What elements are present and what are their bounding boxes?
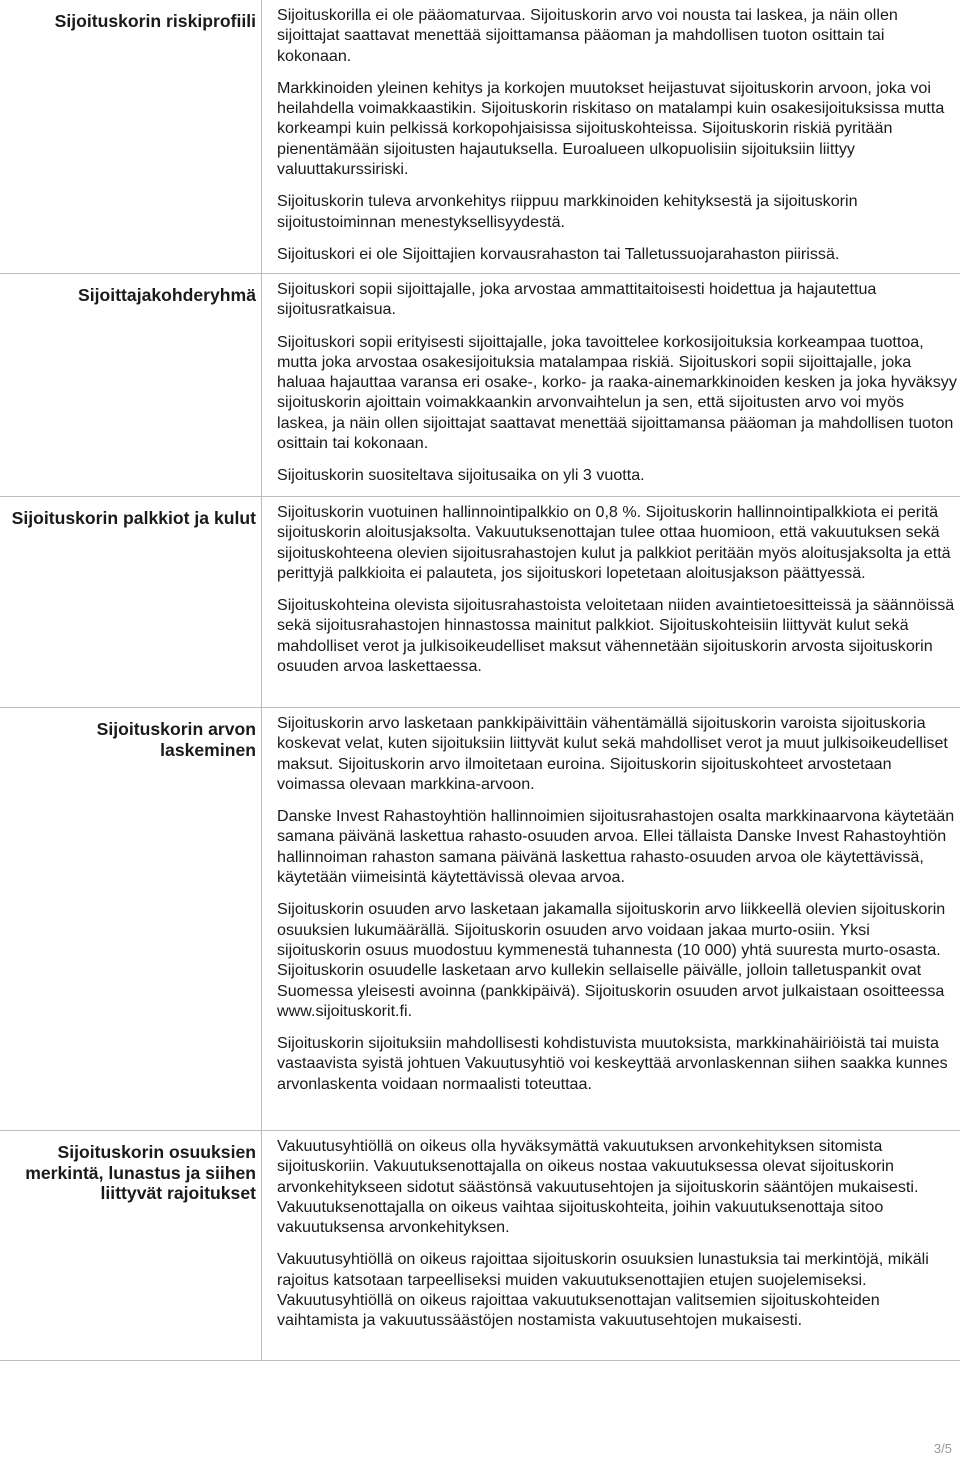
section-label: Sijoituskorin arvon laskeminen [0, 708, 262, 1130]
section-label: Sijoituskorin palkkiot ja kulut [0, 497, 262, 707]
paragraph: Markkinoiden yleinen kehitys ja korkojen muutokset heijastuvat sijoituskorin arvoon, joka voi heilahdella voimakkaastikin. Sijoituskorin riskitaso on matalampi kuin osakesijoituksissa mutta korkeampi kuin pelkissä korkopohjaisissa sijoituskohteissa. Sijoituskorin riskiä pyritään pienentämään sijoitusten hajautuksella. Euroalueen ulkopuolisiin sijoituksiin liittyy valuuttakurssiriski. [277, 78, 945, 179]
paragraph: Sijoituskori sopii sijoittajalle, joka arvostaa ammattitaitoisesti hoidettua ja hajautettua sijoitusratkaisua. [277, 280, 877, 319]
section-valuation [0, 708, 960, 1131]
section-risk-profile [0, 0, 960, 274]
paragraph: Sijoituskorin vuotuinen hallinnointipalkkio on 0,8 %. Sijoituskorin hallinnointipalkkiota ei peritä sijoituskorin aloitusjaksolta. Vakuutuksenottajan tulee ottaa huomioon, että vakuutuksen sekä sijoituskohteena olevien sijoitusrahastojen kulut ja palkkiot peritään myös aloitusjaksolta ja että perittyjä palkkioita ei palauteta, jos sijoituskori lopetetaan aloitusjakson päättyessä. [277, 503, 951, 582]
paragraph: Vakuutusyhtiöllä on oikeus olla hyväksymättä vakuutuksen arvonkehityksen sitomista sijoituskoriin. Vakuutuksenottajalla on oikeus nostaa vakuutuksessa olevat sijoituskorin arvonkehitykseen sidotut säästönsä vakuutusehtojen ja sijoituskorin sääntöjen mukaisesti. Vakuutuksenottajalla on oikeus vaihtaa sijoituskohteita, joihin vakuutuksenottaja sitoo vakuutuksensa arvonkehityksen. [277, 1137, 919, 1237]
section-subscription-redemption [0, 1131, 960, 1361]
paragraph: Sijoituskorin osuuden arvo lasketaan jakamalla sijoituskorin arvo liikkeellä olevien sijoituskorin osuuksien lukumäärällä. Sijoituskorin osuuden arvo voidaan jakaa murto-osiin. Yksi sijoituskorin osuus muodostuu kymmenestä tuhannesta (10 000) yhtä suuresta murto-osasta. Sijoituskorin osuudelle lasketaan arvo kullekin sellaiselle päivälle, jolloin talletuspankit ovat Suomessa yleisesti avoinna (pankkipäivä). Sijoituskorin osuuden arvot julkaistaan osoitteessa www.sijoituskorit.fi. [277, 900, 946, 1020]
section-label: Sijoittajakohderyhmä [0, 274, 262, 496]
section-target-group [0, 274, 960, 497]
paragraph: Sijoituskorin sijoituksiin mahdollisesti kohdistuvista muutoksista, markkinahäiriöistä tai muista vastaavista syistä johtuen Vakuutusyhtiö voi keskeyttää arvonlaskennan siihen saakka kunnes arvonlaskenta voidaan normaalisti toteuttaa. [277, 1034, 948, 1093]
paragraph: Sijoituskori ei ole Sijoittajien korvausrahaston tai Talletussuojarahaston piirissä. [277, 244, 840, 263]
section-fees [0, 497, 960, 708]
paragraph: Sijoituskorilla ei ole pääomaturvaa. Sijoituskorin arvo voi nousta tai laskea, ja näin ollen sijoittajat saattavat menettää sijoittamansa pääoman ja mahdollisen tuoton osittain tai kokonaan. [277, 6, 898, 65]
section-content [262, 1131, 960, 1360]
section-content [262, 274, 960, 496]
section-content [262, 0, 960, 273]
paragraph: Vakuutusyhtiöllä on oikeus rajoittaa sijoituskorin osuuksien lunastuksia tai merkintöjä, mikäli rajoitus katsotaan tarpeelliseksi muiden vakuutuksenottajien etujen suojelemiseksi. Vakuutusyhtiöllä on oikeus rajoittaa vakuutuksenottajan valitsemien sijoituskohteiden vaihtamista ja vakuutussäästöjen nostamista vakuutusehtojen mukaisesti. [277, 1250, 929, 1330]
section-label: Sijoituskorin osuuksien merkintä, lunastus ja siihen liittyvät rajoitukset [0, 1131, 262, 1360]
paragraph: Sijoituskohteina olevista sijoitusrahastoista veloitetaan niiden avaintietoesitteissä ja säännöissä sekä sijoitusrahastojen hinnastossa mainitut palkkiot. Sijoituskohteisiin liittyvät kulut sekä mahdolliset verot ja julkisoikeudelliset maksut vähennetään sijoituskorin arvosta sijoituskorin osuuden arvoa laskettaessa. [277, 596, 955, 676]
section-label: Sijoituskorin riskiprofiili [0, 0, 262, 273]
paragraph: Sijoituskorin suositeltava sijoitusaika on yli 3 vuotta. [277, 466, 645, 485]
paragraph: Sijoituskorin arvo lasketaan pankkipäivittäin vähentämällä sijoituskorin varoista sijoituskoria koskevat velat, kuten sijoituksiin liittyvät kulut sekä mahdolliset verot ja muut julkisoikeudelliset maksut. Sijoituskorin arvo ilmoitetaan euroina. Sijoituskorin sijoituskohteet arvostetaan voimassa olevaan markkina-arvoon. [277, 714, 948, 793]
paragraph: Danske Invest Rahastoyhtiön hallinnoimien sijoitusrahastojen osalta markkinaarvona käytetään samana päivänä laskettua rahasto-osuuden arvoa. Ellei tällaista Danske Invest Rahastoyhtiön hallinnoiman rahaston samana päivänä laskettua rahasto-osuuden arvoa ole käytettävissä, käytetään viimeisintä käytettävissä olevaa arvoa. [277, 807, 955, 887]
paragraph: Sijoituskorin tuleva arvonkehitys riippuu markkinoiden kehityksestä ja sijoituskorin sijoitustoiminnan menestyksellisyydestä. [277, 192, 858, 231]
paragraph: Sijoituskori sopii erityisesti sijoittajalle, joka tavoittelee korkosijoituksia korkeampaa tuottoa, mutta joka arvostaa osakesijoituksia matalampaa riskiä. Sijoituskori sopii sijoittajalle, joka haluaa hajauttaa varansa eri osake-, korko- ja raaka-ainemarkkinoiden kesken ja joka hyväksyy sijoituskorin ajoittain voimakkaankin arvonvaihtelun ja sen, että sijoitusten arvo voi myös laskea, ja näin ollen sijoittajat saattavat menettää sijoittamansa pääoman ja mahdollisen tuoton osittain tai kokonaan. [277, 332, 957, 453]
page-number: 3/5 [933, 1441, 952, 1456]
section-content [262, 708, 960, 1130]
section-content [262, 497, 960, 707]
